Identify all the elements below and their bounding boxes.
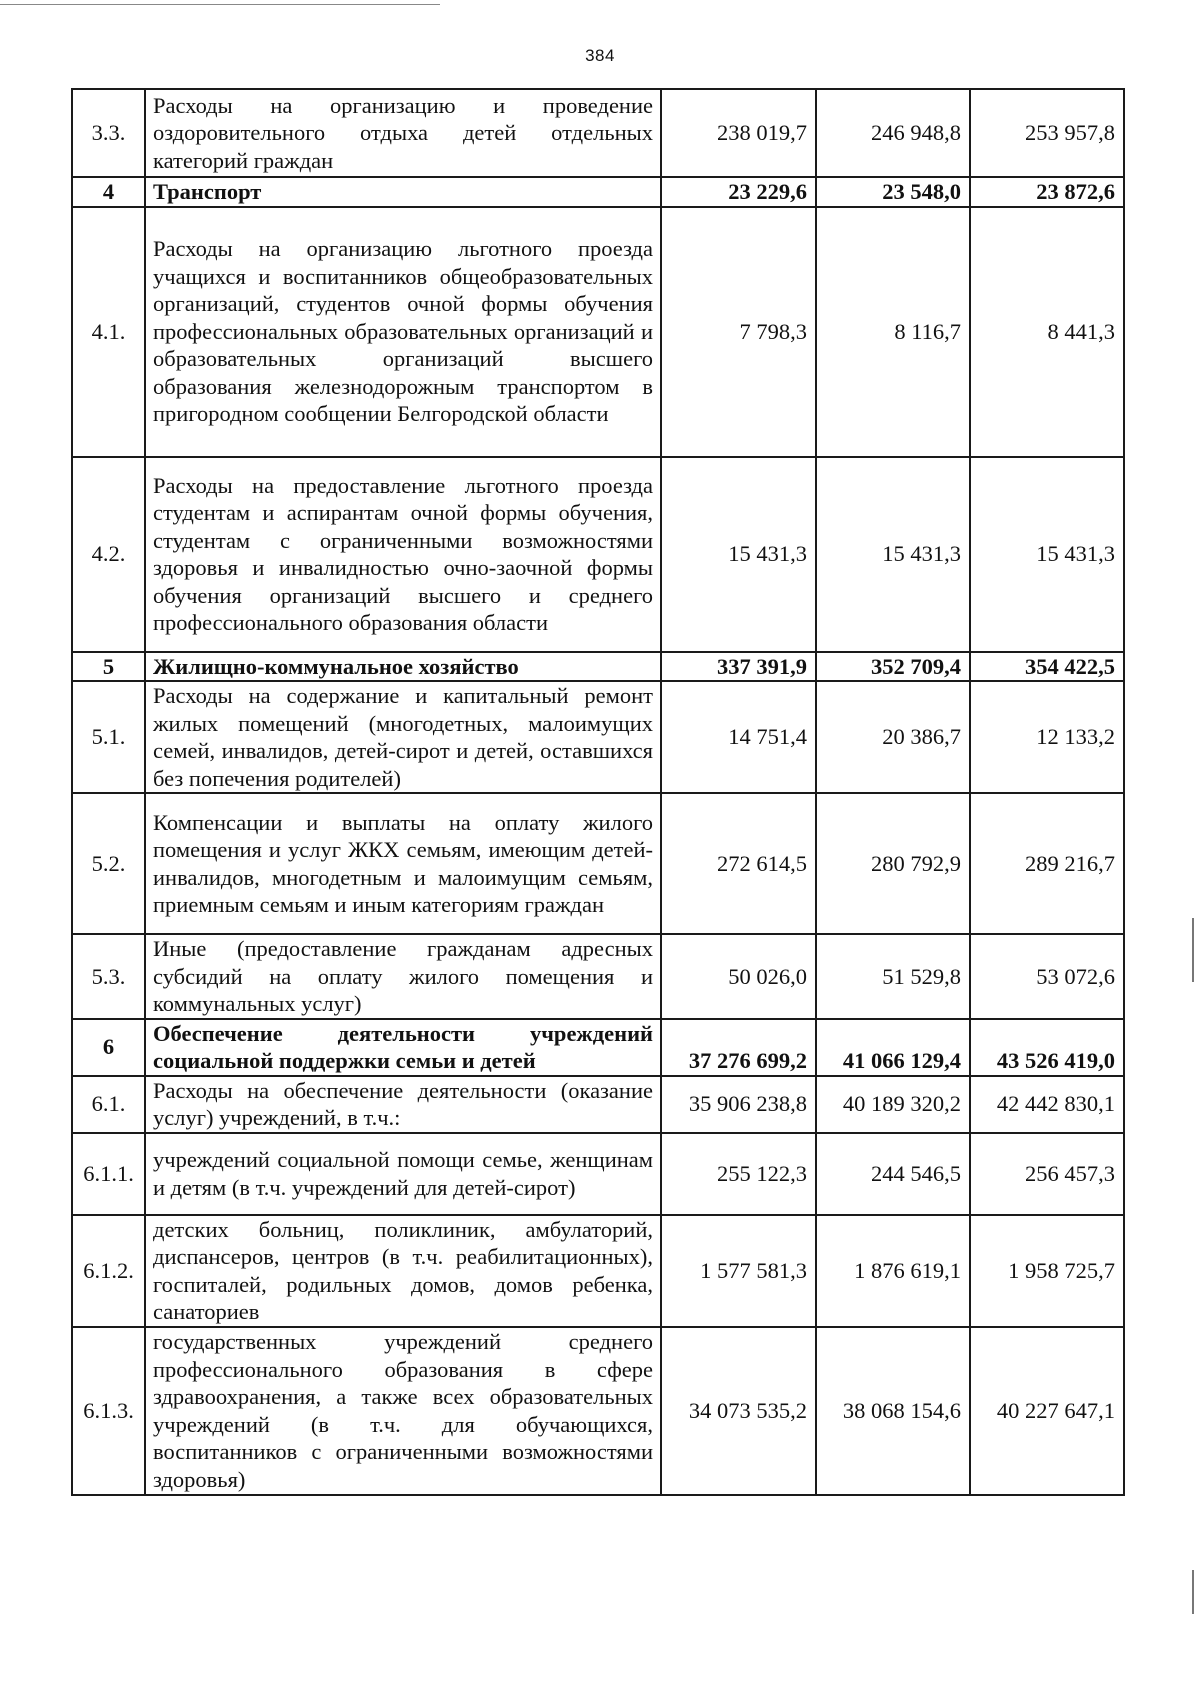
table-row	[72, 207, 1124, 457]
row-value-col1: 14 751,4	[661, 681, 816, 793]
table-row	[72, 681, 1124, 793]
row-value-col2: 40 189 320,2	[816, 1076, 970, 1133]
row-description: Иные (предоставление гражданам адресных субсидий на оплату жилого помещения и коммунальных услуг)	[145, 934, 661, 1019]
row-value-col1: 272 614,5	[661, 793, 816, 934]
row-number: 6.1.3.	[72, 1327, 145, 1495]
row-number: 5.1.	[72, 681, 145, 793]
row-value-col2: 15 431,3	[816, 457, 970, 652]
row-number: 5	[72, 652, 145, 682]
row-value-col1: 37 276 699,2	[661, 1019, 816, 1076]
row-description: Расходы на организацию и проведение оздоровительного отдыха детей отдельных категорий граждан	[145, 89, 661, 177]
table-row	[72, 1019, 1124, 1076]
row-value-col1: 337 391,9	[661, 652, 816, 682]
row-number: 4.1.	[72, 207, 145, 457]
row-value-col3: 253 957,8	[970, 89, 1124, 177]
table-row	[72, 89, 1124, 177]
row-value-col1: 238 019,7	[661, 89, 816, 177]
row-description: учреждений социальной помощи семье, женщинам и детям (в т.ч. учреждений для детей-сирот)	[145, 1133, 661, 1215]
row-description: Расходы на предоставление льготного проезда студентам и аспирантам очной формы обучения, студентам с ограниченными возможностями здоровья и инвалидностью очно-заочной формы обучения организаций высшего и среднего профессионального образования области	[145, 457, 661, 652]
row-value-col3: 53 072,6	[970, 934, 1124, 1019]
row-value-col3: 289 216,7	[970, 793, 1124, 934]
row-value-col2: 1 876 619,1	[816, 1215, 970, 1327]
table-row	[72, 1327, 1124, 1495]
row-description: Компенсации и выплаты на оплату жилого помещения и услуг ЖКХ семьям, имеющим детей-инвалидов, многодетным и малоимущим семьям, приемным семьям и иным категориям граждан	[145, 793, 661, 934]
row-description: государственных учреждений среднего профессионального образования в сфере здравоохранения, а также всех образовательных учреждений (в т.ч. для обучающихся, воспитанников с ограниченными возможностями здоровья)	[145, 1327, 661, 1495]
row-value-col1: 7 798,3	[661, 207, 816, 457]
row-number: 6.1.2.	[72, 1215, 145, 1327]
row-number: 5.3.	[72, 934, 145, 1019]
scan-edge-mark	[1192, 1570, 1194, 1614]
row-description: Транспорт	[145, 177, 661, 207]
row-number: 4.2.	[72, 457, 145, 652]
table-row	[72, 457, 1124, 652]
row-description: Жилищно-коммунальное хозяйство	[145, 652, 661, 682]
row-value-col1: 50 026,0	[661, 934, 816, 1019]
row-value-col3: 1 958 725,7	[970, 1215, 1124, 1327]
row-value-col3: 15 431,3	[970, 457, 1124, 652]
table-row	[72, 793, 1124, 934]
row-value-col1: 255 122,3	[661, 1133, 816, 1215]
row-number: 6.1.	[72, 1076, 145, 1133]
row-value-col3: 256 457,3	[970, 1133, 1124, 1215]
row-value-col1: 35 906 238,8	[661, 1076, 816, 1133]
table-row	[72, 652, 1124, 682]
page-number: 384	[585, 46, 615, 65]
row-value-col3: 354 422,5	[970, 652, 1124, 682]
row-value-col1: 1 577 581,3	[661, 1215, 816, 1327]
row-description: Расходы на содержание и капитальный ремонт жилых помещений (многодетных, малоимущих семей, инвалидов, детей-сирот и детей, оставшихся без попечения родителей)	[145, 681, 661, 793]
row-description: Обеспечение деятельности учреждений социальной поддержки семьи и детей	[145, 1019, 661, 1076]
row-value-col3: 12 133,2	[970, 681, 1124, 793]
table-row	[72, 934, 1124, 1019]
row-value-col2: 280 792,9	[816, 793, 970, 934]
scan-edge-mark	[1192, 918, 1194, 982]
row-value-col1: 15 431,3	[661, 457, 816, 652]
row-number: 3.3.	[72, 89, 145, 177]
row-value-col2: 41 066 129,4	[816, 1019, 970, 1076]
row-value-col3: 40 227 647,1	[970, 1327, 1124, 1495]
table-row	[72, 1076, 1124, 1133]
row-description: Расходы на организацию льготного проезда учащихся и воспитанников общеобразовательных организаций, студентов очной формы обучения профессиональных образовательных организаций и образовательных организаций высшего образования железнодорожным транспортом в пригородном сообщении Белгородской области	[145, 207, 661, 457]
row-value-col2: 352 709,4	[816, 652, 970, 682]
table-row	[72, 1133, 1124, 1215]
budget-table	[71, 88, 1125, 1496]
row-description: Расходы на обеспечение деятельности (оказание услуг) учреждений, в т.ч.:	[145, 1076, 661, 1133]
row-value-col2: 20 386,7	[816, 681, 970, 793]
row-value-col2: 23 548,0	[816, 177, 970, 207]
table-row	[72, 1215, 1124, 1327]
row-value-col1: 23 229,6	[661, 177, 816, 207]
row-number: 6.1.1.	[72, 1133, 145, 1215]
scan-top-rule	[0, 4, 440, 5]
row-value-col3: 43 526 419,0	[970, 1019, 1124, 1076]
row-value-col3: 23 872,6	[970, 177, 1124, 207]
row-value-col2: 246 948,8	[816, 89, 970, 177]
row-value-col3: 8 441,3	[970, 207, 1124, 457]
row-value-col2: 38 068 154,6	[816, 1327, 970, 1495]
row-value-col2: 51 529,8	[816, 934, 970, 1019]
row-number: 4	[72, 177, 145, 207]
table-row	[72, 177, 1124, 207]
row-value-col2: 244 546,5	[816, 1133, 970, 1215]
budget-table-body	[72, 89, 1124, 1495]
row-number: 5.2.	[72, 793, 145, 934]
row-value-col3: 42 442 830,1	[970, 1076, 1124, 1133]
row-value-col1: 34 073 535,2	[661, 1327, 816, 1495]
row-value-col2: 8 116,7	[816, 207, 970, 457]
row-number: 6	[72, 1019, 145, 1076]
row-description: детских больниц, поликлиник, амбулаторий, диспансеров, центров (в т.ч. реабилитационных), госпиталей, родильных домов, домов ребенка, санаториев	[145, 1215, 661, 1327]
